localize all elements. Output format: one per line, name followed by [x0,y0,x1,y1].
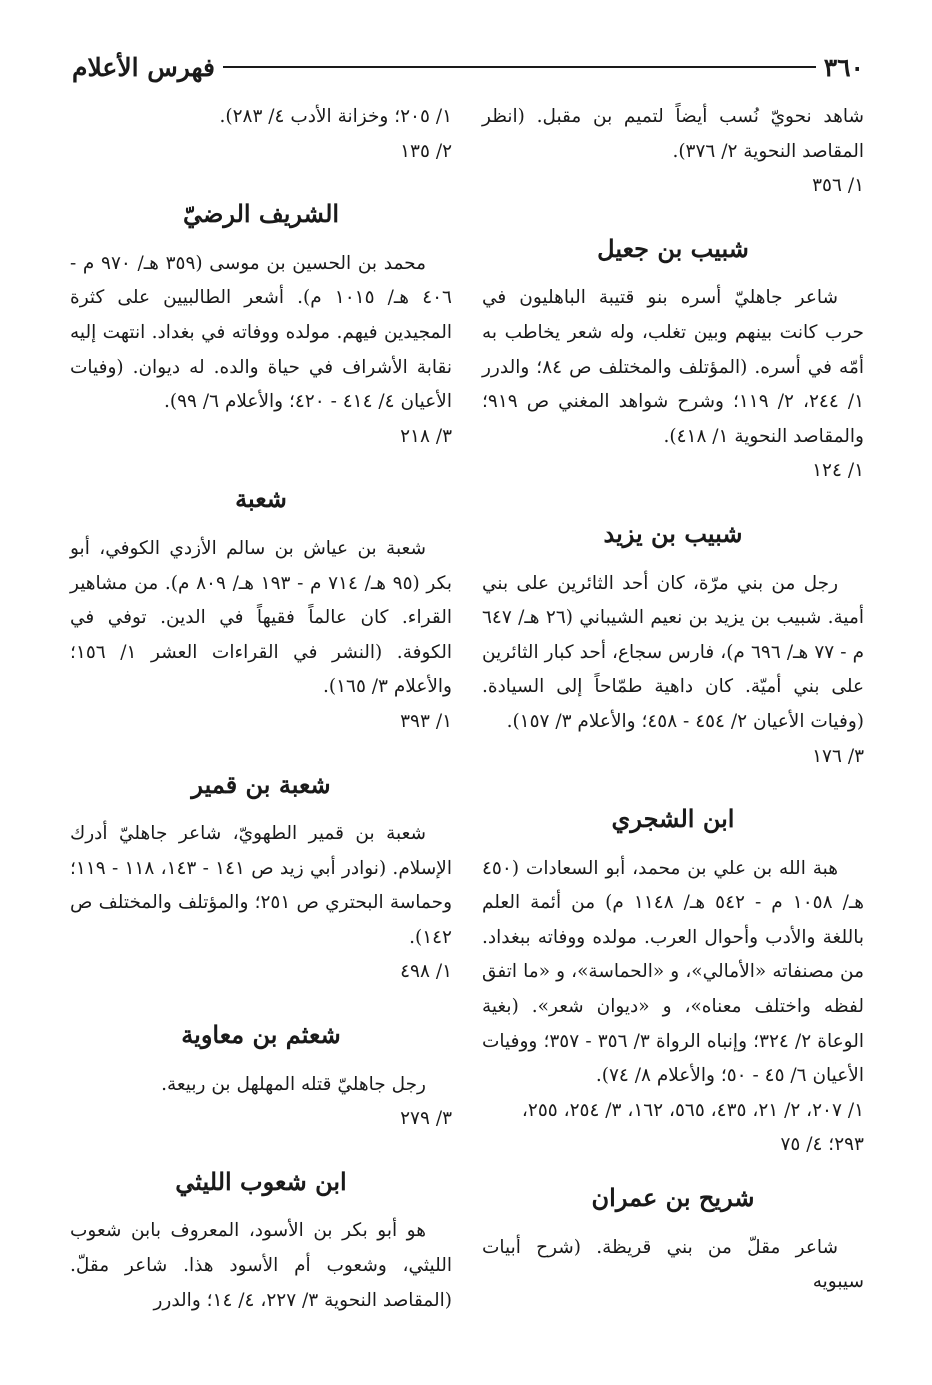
index-entry [70,187,452,472]
entry-page-refs: ١/ ١٢٤ [812,460,864,482]
index-entry [70,1155,452,1318]
running-title: فهرس الأعلام [72,52,216,82]
index-entry [482,1171,864,1300]
continued-entry [70,100,452,187]
right-column [482,100,864,1365]
index-entry [70,1008,452,1155]
index-entry [482,507,864,792]
entry-body: شاعر مقلّ من بني قريظة. (شرح أبيات سيبويه [482,1236,864,1293]
entry-body: هو أبو بكر بن الأسود، المعروف بابن شعوب الليثي، وشعوب أم الأسود هذا. شاعر مقلّ. (المقاصد النحوية ٣/ ٢٢٧، ٤/ ١٤؛ والدرر [70,1220,452,1311]
index-entry [482,222,864,507]
entry-page-refs: ٣/ ١٧٦ [812,745,864,767]
entry-body: محمد بن الحسين بن موسى (٣٥٩ هـ/ ٩٧٠ م - ٤٠٦ هـ/ ١٠١٥ م). أشعر الطالبيين على كثرة المجيدين فيهم. مولده ووفاته في بغداد. انتهت إليه نقابة الأشراف في حياة والده. له ديوان. (وفيات الأعيان ٤/ ٤١٤ - ٤٢٠؛ والأعلام ٦/ ٩٩). [70,252,452,413]
entry-body: هبة الله بن علي بن محمد، أبو السعادات (٤٥٠ هـ/ ١٠٥٨ م - ٥٤٢ هـ/ ١١٤٨ م) من أئمة العلم باللغة والأدب وأحوال العرب. مولده ووفاته ببغداد. من مصنفاته «الأمالي»، و «الحماسة»، و «ما اتفق لفظه واختلف معناه»، و «ديوان شعر». (بغية الوعاة ٢/ ٣٢٤؛ وإنباه الرواة ٣/ ٣٥٦ - ٣٥٧؛ ووفيات الأعيان ٦/ ٤٥ - ٥٠؛ والأعلام ٨/ ٧٤). [482,857,864,1087]
entry-page-refs: ٣/ ٢٧٩ [400,1108,452,1130]
index-entry [70,472,452,757]
entry-title: شعثم بن معاوية [181,1020,341,1050]
page-header [72,50,864,84]
entry-page-refs: ٣/ ٢١٨ [400,425,452,447]
entry-body: شعبة بن عياش بن سالم الأزدي الكوفي، أبو بكر (٩٥ هـ/ ٧١٤ م - ١٩٣ هـ/ ٨٠٩ م). من مشاهير القراء. كان عالماً فقيهاً في الدين. توفي في الكوفة. (النشر في القراءات العشر ١/ ١٥٦؛ والأعلام ٣/ ١٦٥). [70,537,452,698]
entry-body: ١/ ٢٠٥؛ وخزانة الأدب ٤/ ٢٨٣). [219,106,452,127]
entry-body: شاعر جاهليّ أسره بنو قتيبة الباهليون في حرب كانت بينهم وبين تغلب، وله شعر يخاطب به أمّه في أسره. (المؤتلف والمختلف ص ٨٤؛ والدرر ١/ ٢٤٤، ٢/ ١١٩؛ وشرح شواهد المغني ص ٩١٩؛ والمقاصد النحوية ١/ ٤١٨). [482,287,864,447]
index-entry [70,758,452,1009]
entry-title: ابن الشجري [611,804,735,834]
entry-page-refs: ١/ ٤٩٨ [400,961,452,983]
index-columns [70,100,864,1365]
entry-title: شبيب بن جعيل [597,233,749,263]
entry-page-refs: ١/ ٢٠٧، ٢/ ٢١، ٤٣٥، ٥٦٥، ١٦٢، ٣/ ٢٥٤، ٢٥٥، ٢٩٣؛ ٤/ ٧٥ [521,1099,864,1156]
page-number: ٣٦٠ [823,52,864,82]
entry-title: شريح بن عمران [591,1183,755,1213]
continued-entry [482,100,864,222]
entry-page-refs: ١/ ٣٩٣ [400,710,452,732]
entry-title: الشريف الرضيّ [182,199,340,229]
entry-body: شعبة بن قمير الطهويّ، شاعر جاهليّ أدرك الإسلام. (نوادر أبي زيد ص ١٤١ - ١٤٣، ١١٨ - ١١٩؛ وحماسة البحتري ص ٢٥١؛ والمؤتلف والمختلف ص ١٤٢). [70,823,453,948]
entry-page-refs: ١/ ٣٥٦ [812,175,864,197]
entry-page-refs: ٢/ ١٣٥ [400,140,452,162]
entry-title: شعبة [235,484,287,514]
entry-title: شعبة بن قمير [191,769,331,799]
header-rule [223,66,816,68]
entry-body: رجل من بني مرّة، كان أحد الثائرين على بني أمية. شبيب بن يزيد بن نعيم الشيباني (٢٦ هـ/ ٦٤٧ م - ٧٧ هـ/ ٦٩٦ م)، فارس سجاع، أحد كبار الثائرين على بني أميّة. كان داهية طمّاحاً إلى السيادة. (وفيات الأعيان ٢/ ٤٥٤ - ٤٥٨؛ والأعلام ٣/ ١٥٧). [482,572,865,732]
left-column [70,100,452,1365]
entry-body: رجل جاهليّ قتله المهلهل بن ربيعة. [161,1073,426,1095]
index-entry [482,792,864,1171]
entry-title: ابن شعوب الليثي [175,1166,347,1196]
entry-title: شبيب بن يزيد [603,518,743,548]
entry-body: شاهد نحويّ نُسب أيضاً لتميم بن مقبل. (انظر المقاصد النحوية ٢/ ٣٧٦). [482,106,864,162]
